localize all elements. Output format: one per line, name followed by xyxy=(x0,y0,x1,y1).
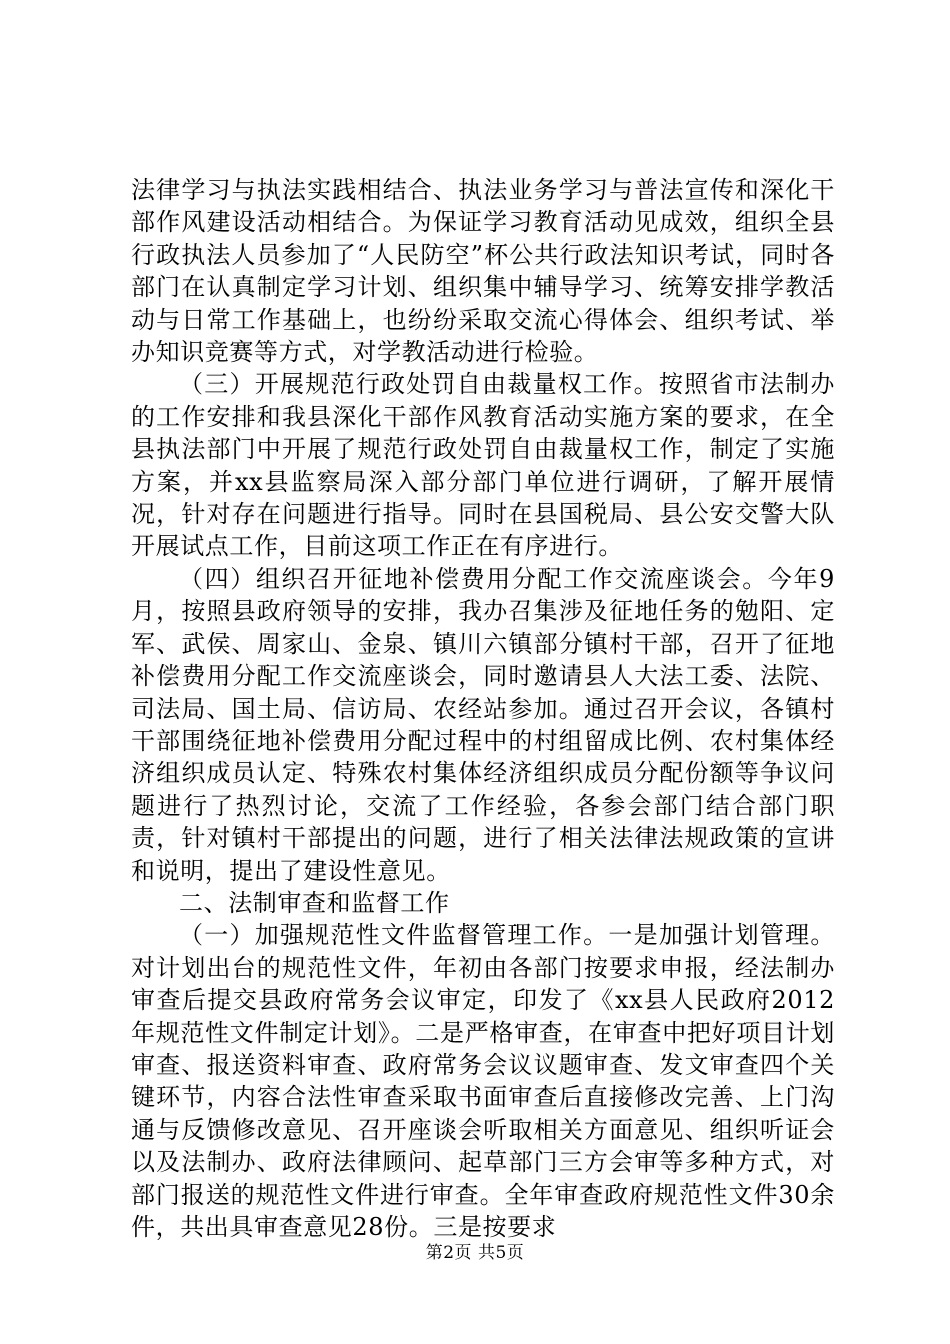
paragraph-subsection-1: （一）加强规范性文件监督管理工作。一是加强计划管理。对计划出台的规范性文件，年初由各部门按要求申报，经法制办审查后提交县政府常务会议审定，印发了《xx县人民政府2012年规范性文件制定计划》。二是严格审查，在审查中把好项目计划审查、报送资料审查、政府常务会议议题审查、发文审查四个关键环节，内容合法性审查采取书面审查后直接修改完善、上门沟通与反馈修改意见、召开座谈会听取相关方面意见、组织听证会以及法制办、政府法律顾问、起草部门三方会审等多种方式，对部门报送的规范性文件进行审查。全年审查政府规范性文件30余件，共出具审查意见28份。三是按要求 xyxy=(131,921,835,1241)
section-heading: 二、法制审查和监督工作 xyxy=(179,888,450,917)
page-footer: 第2页 共5页 xyxy=(425,1243,525,1263)
document-body xyxy=(131,174,835,1243)
paragraph-section-3: （三）开展规范行政处罚自由裁量权工作。按照省市法制办的工作安排和我县深化干部作风教育活动实施方案的要求，在全县执法部门中开展了规范行政处罚自由裁量权工作，制定了实施方案，并xx县监察局深入部分部门单位进行调研，了解开展情况，针对存在问题进行指导。同时在县国税局、县公安交警大队开展试点工作，目前这项工作正在有序进行。 xyxy=(131,370,835,561)
paragraph-continued: 法律学习与执法实践相结合、执法业务学习与普法宣传和深化干部作风建设活动相结合。为保证学习教育活动见成效，组织全县行政执法人员参加了“人民防空”杯公共行政法知识考试，同时各部门在认真制定学习计划、组织集中辅导学习、统筹安排学教活动与日常工作基础上，也纷纷采取交流心得体会、组织考试、举办知识竞赛等方式，对学教活动进行检验。 xyxy=(131,176,835,367)
paragraph-section-4: （四）组织召开征地补偿费用分配工作交流座谈会。今年9月，按照县政府领导的安排，我办召集涉及征地任务的勉阳、定军、武侯、周家山、金泉、镇川六镇部分镇村干部，召开了征地补偿费用分配工作交流座谈会，同时邀请县人大法工委、法院、司法局、国土局、信访局、农经站参加。通过召开会议，各镇村干部围绕征地补偿费用分配过程中的村组留成比例、农村集体经济组织成员认定、特殊农村集体经济组织成员分配份额等争议问题进行了热烈讨论，交流了工作经验，各参会部门结合部门职责，针对镇村干部提出的问题，进行了相关法律法规政策的宣讲和说明，提出了建设性意见。 xyxy=(131,564,835,885)
